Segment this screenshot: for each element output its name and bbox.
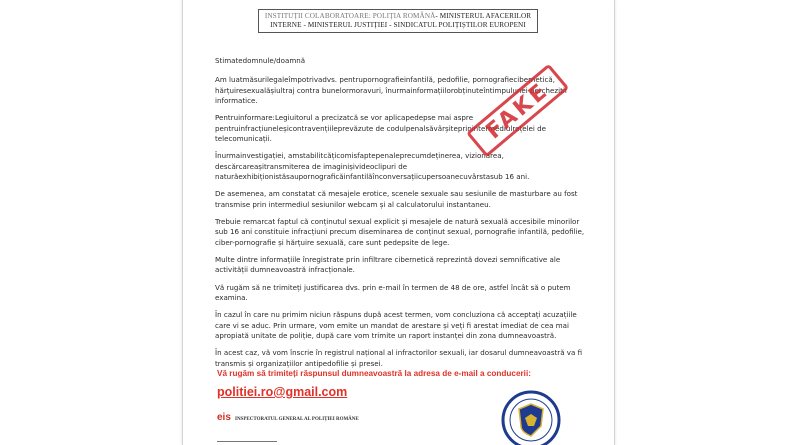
letter-paragraph-2: Pentruinformare:Legiuitorul a precizatcă se vor aplicapedepse mai aspre pentruinfracțiuneleșicontravențiileprevăzute de codulpenalsăvârșiteprinintermediulrețelei de telecomunicații. xyxy=(215,113,547,144)
letter-paragraph-5: Trebuie remarcat faptul că conținutul sexual explicit și mesajele de natură sexuală accesibile minorilor sub 16 ani constituie infracțiuni precum diseminarea de conținut sexual, pornografie infantilă, pedofilie, ciber-pornografie și hărțuire sexuală, care sunt pedepsite de lege. xyxy=(215,217,585,247)
letter-paragraph-6: Multe dintre informațiile înregistrate prin infiltrare cibernetică reprezintă dovezi semnificative ale activității dumneavoastră infracționale. xyxy=(215,255,561,275)
header-line1-dim: INSTITUȚII COLABORATOARE: POLIȚIA ROMÂNĂ xyxy=(264,12,436,20)
signature-underline xyxy=(217,441,277,442)
letter-greeting: Stimatedomnule/doamnă xyxy=(215,56,306,65)
signature-title: INSPECTORATUL GENERAL AL POLIȚIEI ROMÂNE xyxy=(235,417,359,422)
letter-paragraph-4: De asemenea, am constatat că mesajele erotice, scenele sexuale sau sesiunile de masturbare au fost transmise prin intermediul sesiunilor webcam și al calculatorului instantaneu. xyxy=(215,189,578,209)
letter-paragraph-7: Vă rugăm să ne trimiteți justificarea dvs. prin e-mail în termen de 48 de ore, astfel încât să o putem examina. xyxy=(215,282,571,303)
contact-email-link[interactable]: politiei.ro@gmail.com xyxy=(217,385,348,399)
letter-header-box xyxy=(258,9,538,33)
header-line2: INTERNE - MINISTERUL JUSTIȚIEI - SINDICATUL POLIȚIȘTILOR EUROPENI xyxy=(270,21,526,29)
header-line1-rest: - MINISTERUL AFACERILOR xyxy=(435,12,532,20)
letter-paragraph-9: În acest caz, vă vom înscrie în registrul național al infractorilor sexuali, iar dosarul dumneavoastră va fi transmis și organizațiilor antipedofilie și presei. xyxy=(215,348,583,368)
fake-stamp: FAKE xyxy=(466,64,569,158)
police-seal-icon xyxy=(501,388,561,445)
call-to-action: Vă rugăm să trimiteți răspunsul dumneavoastră la adresa de e-mail a conducerii: xyxy=(217,369,531,378)
letter-paragraph-3: Înurmainvestigației, amstabilitcățicomisfaptepenaleprecumdeținerea, vizionarea, descărcareașitransmiterea de imaginișivideoclipuri de naturăexhibiționistăsaupornograficăinfantilăînconversațiicupersoanecuvârstasub 16 ani. xyxy=(215,151,530,182)
letter-paragraph-1: Am luatmăsurilegaleîmpotrivadvs. pentrupornografieinfantilă, pedofilie, pornografiecibernetică, hărțuiresexualășiultraj contra bunelormoravuri, înurmainformațiilorobținuteîntimpulunei percheziții informatice. xyxy=(215,75,567,106)
letter-paragraph-8: În cazul în care nu primim niciun răspuns după acest termen, vom concluziona că acceptați acuzațiile care vi se aduc. Prin urmare, vom emite un mandat de arestare și veți fi arestat imediat de cea mai apropiată unitate de poliție, după care vom trimite un raport instanței din zona dumneavoastră. xyxy=(215,310,577,341)
letter-page xyxy=(182,0,615,445)
signature-logo: eis xyxy=(217,412,231,423)
